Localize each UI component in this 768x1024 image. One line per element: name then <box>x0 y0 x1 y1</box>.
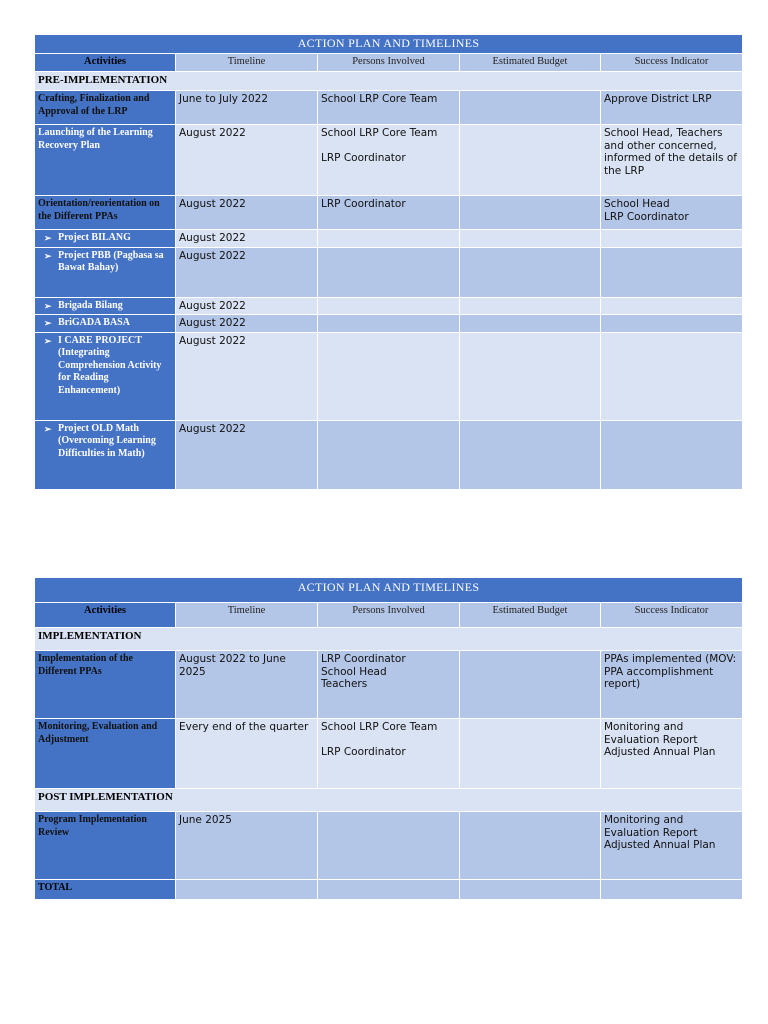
action-plan-table-impl <box>34 577 743 900</box>
table-row <box>35 812 743 880</box>
timeline-cell: August 2022 <box>176 297 318 315</box>
table-row <box>35 297 743 315</box>
arrow-bullet-icon: ➢ <box>44 318 52 328</box>
total-label: TOTAL <box>35 880 176 900</box>
timeline-cell: June 2025 <box>176 812 318 880</box>
timeline-cell: August 2022 <box>176 125 318 196</box>
arrow-bullet-icon: ➢ <box>44 250 52 261</box>
table-row <box>35 91 743 125</box>
indicator-cell: PPAs implemented (MOV: PPA accomplishment report) <box>601 651 743 719</box>
budget-cell <box>460 812 601 880</box>
indicator-cell: School Head, Teachers and other concerned, informed of the details of the LRP <box>601 125 743 196</box>
activity-cell: ➢ Project BILANG <box>35 230 176 248</box>
persons-cell: LRP Coordinator <box>318 196 460 230</box>
table-row <box>35 125 743 196</box>
activity-cell: Crafting, Finalization and Approval of the LRP <box>35 91 176 125</box>
activity-cell: Program Implementation Review <box>35 812 176 880</box>
header-indicator: Success Indicator <box>601 603 743 628</box>
arrow-bullet-icon: ➢ <box>44 300 52 311</box>
table-row <box>35 332 743 420</box>
timeline-cell: June to July 2022 <box>176 91 318 125</box>
arrow-bullet-icon: ➢ <box>44 233 52 243</box>
header-persons: Persons Involved <box>318 54 460 72</box>
header-timeline: Timeline <box>176 54 318 72</box>
table-title: ACTION PLAN AND TIMELINES <box>35 578 743 603</box>
header-budget: Estimated Budget <box>460 54 601 72</box>
indicator-cell: Monitoring and Evaluation Report Adjusted Annual Plan <box>601 812 743 880</box>
activity-cell: ➢ Project PBB (Pagbasa sa Bawat Bahay) <box>35 247 176 297</box>
arrow-bullet-icon: ➢ <box>44 335 52 346</box>
phase-label: POST IMPLEMENTATION <box>35 789 743 812</box>
indicator-cell: Approve District LRP <box>601 91 743 125</box>
indicator-cell: Monitoring and Evaluation Report Adjusted Annual Plan <box>601 719 743 789</box>
header-timeline: Timeline <box>176 603 318 628</box>
budget-cell <box>460 651 601 719</box>
budget-cell <box>460 125 601 196</box>
persons-cell: LRP Coordinator School Head Teachers <box>318 651 460 719</box>
persons-cell: School LRP Core Team LRP Coordinator <box>318 719 460 789</box>
timeline-cell: August 2022 <box>176 230 318 248</box>
header-activities: Activities <box>35 54 176 72</box>
activity-cell: ➢ Project OLD Math (Overcoming Learning Difficulties in Math) <box>35 420 176 489</box>
table-row <box>35 719 743 789</box>
phase-label: IMPLEMENTATION <box>35 628 743 651</box>
activity-cell: Launching of the Learning Recovery Plan <box>35 125 176 196</box>
timeline-cell: August 2022 <box>176 420 318 489</box>
phase-label: PRE-IMPLEMENTATION <box>35 72 743 91</box>
activity-cell: Implementation of the Different PPAs <box>35 651 176 719</box>
table-row <box>35 230 743 248</box>
budget-cell <box>460 91 601 125</box>
budget-cell <box>460 196 601 230</box>
activity-cell: Orientation/reorientation on the Different PPAs <box>35 196 176 230</box>
header-indicator: Success Indicator <box>601 54 743 72</box>
activity-cell: ➢ Brigada Bilang <box>35 297 176 315</box>
activity-cell: Monitoring, Evaluation and Adjustment <box>35 719 176 789</box>
timeline-cell: August 2022 <box>176 332 318 420</box>
indicator-cell: School Head LRP Coordinator <box>601 196 743 230</box>
table-title: ACTION PLAN AND TIMELINES <box>35 35 743 54</box>
timeline-cell: August 2022 <box>176 247 318 297</box>
table-row <box>35 315 743 333</box>
table-row <box>35 420 743 489</box>
persons-cell <box>318 812 460 880</box>
table-row <box>35 196 743 230</box>
header-persons: Persons Involved <box>318 603 460 628</box>
activity-cell: ➢ BriGADA BASA <box>35 315 176 333</box>
persons-cell: School LRP Core Team <box>318 91 460 125</box>
budget-cell <box>460 719 601 789</box>
table-row <box>35 247 743 297</box>
action-plan-table-pre <box>34 34 743 490</box>
header-activities: Activities <box>35 603 176 628</box>
header-budget: Estimated Budget <box>460 603 601 628</box>
table-row <box>35 651 743 719</box>
total-row <box>35 880 743 900</box>
timeline-cell: August 2022 <box>176 196 318 230</box>
timeline-cell: Every end of the quarter <box>176 719 318 789</box>
timeline-cell: August 2022 <box>176 315 318 333</box>
activity-cell: ➢ I CARE PROJECT (Integrating Comprehension Activity for Reading Enhancement) <box>35 332 176 420</box>
persons-cell: School LRP Core Team LRP Coordinator <box>318 125 460 196</box>
timeline-cell: August 2022 to June 2025 <box>176 651 318 719</box>
arrow-bullet-icon: ➢ <box>44 423 52 434</box>
